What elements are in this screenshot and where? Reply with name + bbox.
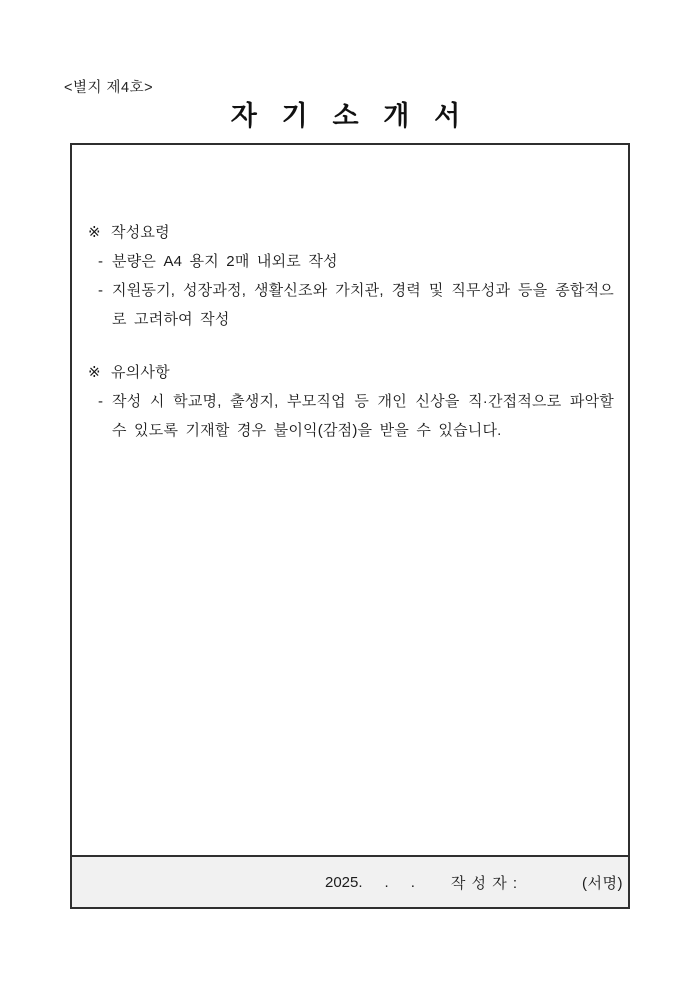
notes-item-personal-info: 작성 시 학교명, 출생지, 부모직업 등 개인 신상을 직·간접적으로 파악할 수 있도록 기재할 경우 불이익(감점)을 받을 수 있습니다. [112, 393, 614, 439]
guidelines-item-volume: 분량은 A4 용지 2매 내외로 작성 [112, 253, 338, 270]
reference-mark-icon: ※ [88, 364, 101, 381]
attachment-number-label: <별지 제4호> [64, 80, 154, 96]
section-writing-guidelines [88, 218, 614, 334]
list-item [98, 387, 614, 445]
notes-items [98, 387, 614, 445]
reference-mark-icon: ※ [88, 224, 101, 241]
signature-row [72, 855, 628, 907]
dash-bullet: - [98, 253, 104, 270]
page-title: 자 기 소 개 서 [230, 101, 470, 131]
guidelines-items [98, 247, 614, 334]
notes-heading [88, 358, 614, 387]
guidelines-heading-label: 작성요령 [111, 224, 170, 241]
signature-placeholder: (서명) [582, 874, 623, 892]
list-item [98, 276, 614, 334]
signature-date-year: 2025. [324, 873, 363, 891]
signature-date-month-dot: . [384, 873, 389, 891]
form-content-area [72, 145, 628, 855]
signature-date-day-dot: . [410, 873, 415, 891]
self-introduction-form-box [70, 143, 630, 909]
dash-bullet: - [98, 393, 104, 410]
notes-heading-label: 유의사항 [111, 364, 170, 381]
writer-label: 작 성 자 : [450, 874, 519, 892]
guidelines-item-content: 지원동기, 성장과정, 생활신조와 가치관, 경력 및 직무성과 등을 종합적으로 고려하여 작성 [112, 282, 614, 328]
dash-bullet: - [98, 282, 104, 299]
guidelines-heading [88, 218, 614, 247]
list-item [98, 247, 614, 276]
section-notes [88, 358, 614, 445]
